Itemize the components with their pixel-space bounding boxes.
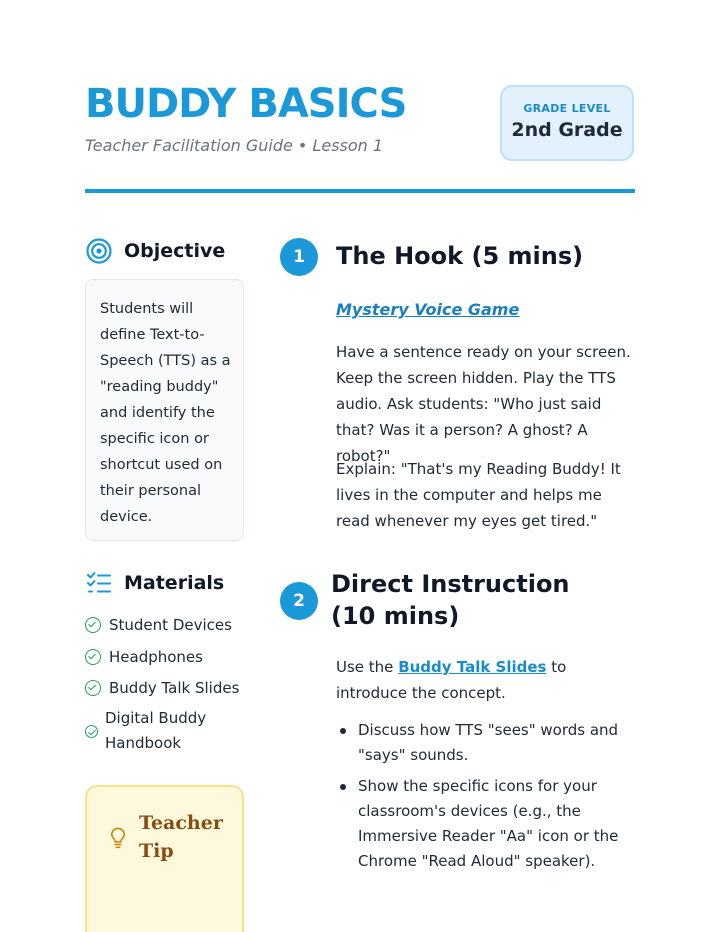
list-item bbox=[85, 674, 255, 702]
material-label: Buddy Talk Slides bbox=[109, 679, 240, 697]
material-label: Headphones bbox=[109, 647, 203, 666]
intro-text: to introduce the concept. bbox=[336, 658, 567, 702]
checklist-icon bbox=[86, 570, 112, 596]
step-intro bbox=[336, 654, 636, 706]
step-title: The Hook (5 mins) bbox=[336, 242, 584, 270]
header-divider bbox=[85, 189, 635, 193]
objective-heading: Objective bbox=[124, 240, 226, 262]
teacher-tip-box bbox=[85, 785, 244, 932]
page-subtitle: Teacher Facilitation Guide • Lesson 1 bbox=[85, 136, 384, 155]
step-number-badge: 2 bbox=[280, 582, 318, 620]
list-item bbox=[85, 702, 255, 760]
objective-text: Students will define Text-to-Speech (TTS) as a "reading buddy" and identify the specific icon or shortcut used on their personal device. bbox=[100, 301, 231, 525]
list-item: Show the specific icons for your classroom's devices (e.g., the Immersive Reader "Aa" icon or the Chrome "Read Aloud" speaker). bbox=[336, 774, 636, 874]
grade-level-value: 2nd Grade bbox=[511, 119, 623, 141]
step-paragraph: Explain: "That's my Reading Buddy! It lives in the computer and helps me read whenever my eyes get tired." bbox=[336, 460, 621, 530]
objective-heading-row bbox=[86, 236, 225, 266]
step-title: Direct Instruction (10 mins) bbox=[331, 570, 570, 630]
check-circle-icon bbox=[85, 649, 101, 665]
teacher-tip-title: Teacher Tip bbox=[139, 812, 223, 862]
step-number-badge: 1 bbox=[280, 238, 318, 276]
grade-level-badge bbox=[500, 85, 634, 161]
materials-heading-row bbox=[86, 568, 224, 598]
materials-list bbox=[85, 610, 255, 760]
grade-level-label: GRADE LEVEL bbox=[523, 102, 611, 115]
list-item bbox=[85, 610, 255, 639]
target-icon bbox=[86, 238, 112, 264]
materials-heading: Materials bbox=[124, 572, 225, 594]
check-circle-icon bbox=[85, 680, 101, 696]
intro-text: Use the bbox=[336, 658, 399, 676]
objective-box bbox=[85, 279, 244, 541]
list-item: Discuss how TTS "sees" words and "says" sounds. bbox=[336, 718, 636, 768]
material-label: Digital Buddy Handbook bbox=[105, 709, 207, 752]
list-item bbox=[85, 639, 255, 674]
check-circle-icon bbox=[85, 617, 101, 633]
material-label: Student Devices bbox=[109, 615, 232, 634]
step-paragraph: Have a sentence ready on your screen. Keep the screen hidden. Play the TTS audio. Ask students: "Who just said that? Was it a person? A ghost? A robot?" bbox=[336, 343, 631, 465]
check-circle-icon bbox=[85, 725, 98, 738]
buddy-talk-slides-link[interactable]: Buddy Talk Slides bbox=[398, 658, 547, 676]
activity-link[interactable]: Mystery Voice Game bbox=[336, 300, 520, 319]
page-title: BUDDY BASICS bbox=[85, 81, 407, 127]
lightbulb-icon bbox=[110, 827, 126, 853]
instruction-list bbox=[336, 718, 636, 880]
